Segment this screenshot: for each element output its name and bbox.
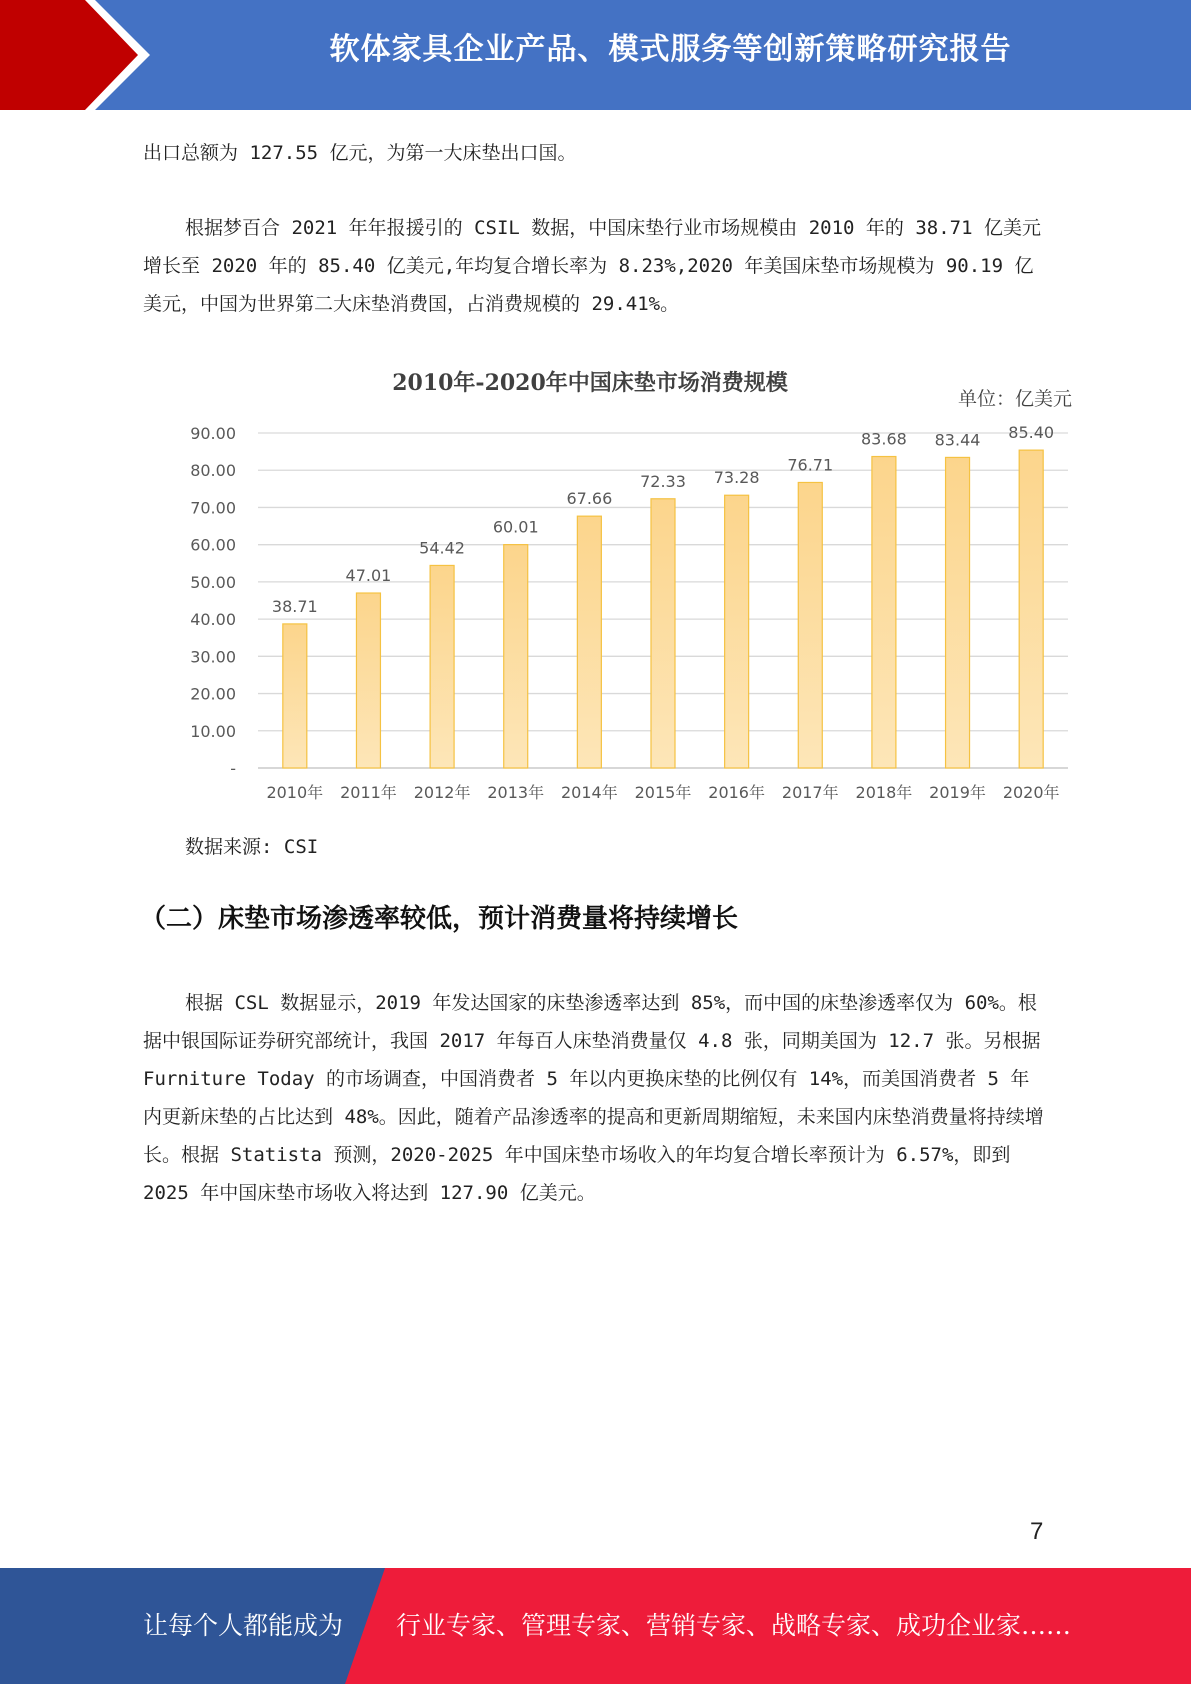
y-tick-label: 40.00 [190, 610, 236, 630]
bar-2019年 [946, 457, 970, 768]
bar-2013年 [504, 545, 528, 768]
data-label: 60.01 [492, 517, 539, 537]
x-tick-label: 2018年 [855, 783, 913, 802]
bar-chart-svg [160, 360, 1080, 820]
x-tick-label: 2011年 [340, 783, 397, 802]
data-label: 83.44 [934, 430, 981, 450]
y-tick-label: 30.00 [190, 647, 236, 667]
x-tick-label: 2020年 [1002, 783, 1060, 802]
data-label: 67.66 [566, 489, 613, 509]
x-tick-label: 2016年 [708, 783, 766, 802]
data-source-note: 数据来源: CSI [185, 836, 319, 858]
data-label: 85.40 [1008, 423, 1055, 443]
y-tick-label: 20.00 [190, 684, 236, 704]
data-label: 38.71 [271, 596, 318, 616]
data-label: 47.01 [345, 566, 392, 586]
x-tick-label: 2014年 [560, 783, 618, 802]
page-header [0, 0, 1191, 110]
x-tick-label: 2010年 [266, 783, 324, 802]
paragraph-market-size: 根据梦百合 2021 年年报援引的 CSIL 数据，中国床垫行业市场规模由 2010 年的 38.71 亿美元增长至 2020 年的 85.40 亿美元,年均复合增长率为 8.23%,2020 年美国床垫市场规模为 90.19 亿美元，中国为世界第二大床垫消费国，占消费规模的 29.41%。 [143, 217, 1041, 315]
data-label: 73.28 [713, 468, 760, 488]
x-tick-label: 2013年 [487, 783, 545, 802]
data-label: 54.42 [419, 538, 465, 558]
report-title: 软体家具企业产品、模式服务等创新策略研究报告 [329, 32, 1012, 67]
bar-2014年 [577, 516, 601, 768]
bar-2018年 [872, 457, 896, 768]
footer-slogan-left: 让每个人都能成为 [143, 1611, 344, 1640]
bar-2016年 [725, 495, 749, 768]
chart-bars [283, 450, 1043, 768]
page-footer [0, 1568, 1191, 1684]
paragraph-penetration: 根据 CSL 数据显示，2019 年发达国家的床垫渗透率达到 85%，而中国的床垫渗透率仅为 60%。根据中银国际证券研究部统计，我国 2017 年每百人床垫消费量仅 4.8 张，同期美国为 12.7 张。另根据 Furniture Today 的市场调查，中国消费者 5 年以内更换床垫的比例仅有 14%，而美国消费者 5 年内更新床垫的占比达到 48%。因此，随着产品渗透率的提高和更新周期缩短，未来国内床垫消费量将持续增长。根据 Statista 预测，2020-2025 年中国床垫市场收入的年均复合增长率预计为 6.57%，即到 2025 年中国床垫市场收入将达到 127.90 亿美元。 [143, 992, 1044, 1204]
x-tick-label: 2017年 [781, 783, 839, 802]
paragraph-export: 出口总额为 127.55 亿元，为第一大床垫出口国。 [143, 142, 577, 164]
chart-labels [190, 423, 1059, 802]
bar-2010年 [283, 624, 307, 768]
bar-2020年 [1019, 450, 1043, 768]
section-heading: （二）床垫市场渗透率较低，预计消费量将持续增长 [140, 904, 739, 934]
bar-2017年 [798, 482, 822, 768]
data-label: 76.71 [787, 455, 834, 475]
data-label: 72.33 [640, 471, 686, 491]
chart-unit-label: 单位：亿美元 [957, 388, 1072, 410]
bar-2015年 [651, 499, 675, 768]
bar-2011年 [356, 593, 380, 768]
y-tick-label: - [230, 759, 236, 778]
market-size-chart [160, 360, 1080, 820]
y-tick-label: 60.00 [190, 535, 236, 555]
y-tick-label: 70.00 [190, 498, 236, 518]
data-label: 83.68 [861, 429, 907, 449]
footer-slogan-right: 行业专家、管理专家、营销专家、战略专家、成功企业家…… [396, 1611, 1072, 1640]
y-tick-label: 90.00 [190, 424, 236, 443]
x-tick-label: 2015年 [634, 783, 692, 802]
chart-title: 2010年-2020年中国床垫市场消费规模 [392, 370, 788, 396]
y-tick-label: 80.00 [190, 461, 236, 481]
page-number: 7 [1030, 1518, 1044, 1545]
y-tick-label: 10.00 [190, 721, 236, 741]
x-tick-label: 2012年 [413, 783, 471, 802]
bar-2012年 [430, 565, 454, 768]
y-tick-label: 50.00 [190, 572, 236, 592]
x-tick-label: 2019年 [929, 783, 986, 802]
